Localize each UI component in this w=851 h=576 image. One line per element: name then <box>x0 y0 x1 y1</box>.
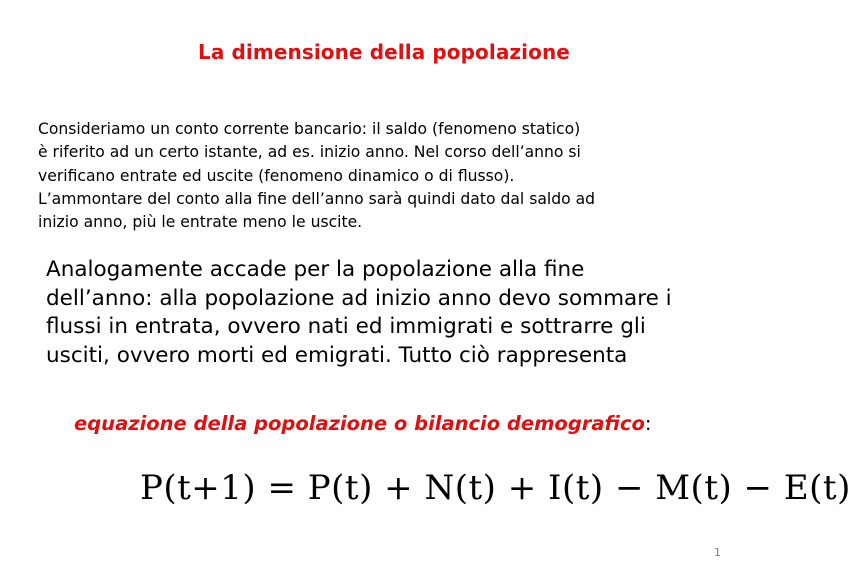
equation-label-colon: : <box>644 412 652 435</box>
paragraph-line: inizio anno, più le entrate meno le uscite. <box>38 213 363 232</box>
paragraph-line: verificano entrate ed uscite (fenomeno dinamico o di flusso). <box>38 166 515 185</box>
page-number: 1 <box>714 546 721 559</box>
paragraph-line: dell’anno: alla popolazione ad inizio anno devo sommare i <box>46 285 672 311</box>
equation-label <box>74 412 651 435</box>
paragraph-line: Analogamente accade per la popolazione alla fine <box>46 257 585 282</box>
paragraph-line: usciti, ovvero morti ed emigrati. Tutto ciò rappresenta <box>46 342 628 368</box>
bank-account-paragraph <box>38 118 743 234</box>
paragraph-line: Consideriamo un conto corrente bancario: il saldo (fenomeno statico) <box>38 120 581 138</box>
population-balance-formula: P(t+1) = P(t) + N(t) + I(t) − M(t) − E(t) <box>140 468 851 508</box>
paragraph-line: è riferito ad un certo istante, ad es. inizio anno. Nel corso dell’anno si <box>38 143 581 162</box>
paragraph-line: L’ammontare del conto alla fine dell’anno sarà quindi dato dal saldo ad <box>38 189 596 208</box>
equation-label-text: equazione della popolazione o bilancio demografico <box>74 412 645 435</box>
slide-title: La dimensione della popolazione <box>198 40 570 64</box>
population-paragraph <box>46 256 746 370</box>
paragraph-line: flussi in entrata, ovvero nati ed immigrati e sottrarre gli <box>46 314 646 339</box>
